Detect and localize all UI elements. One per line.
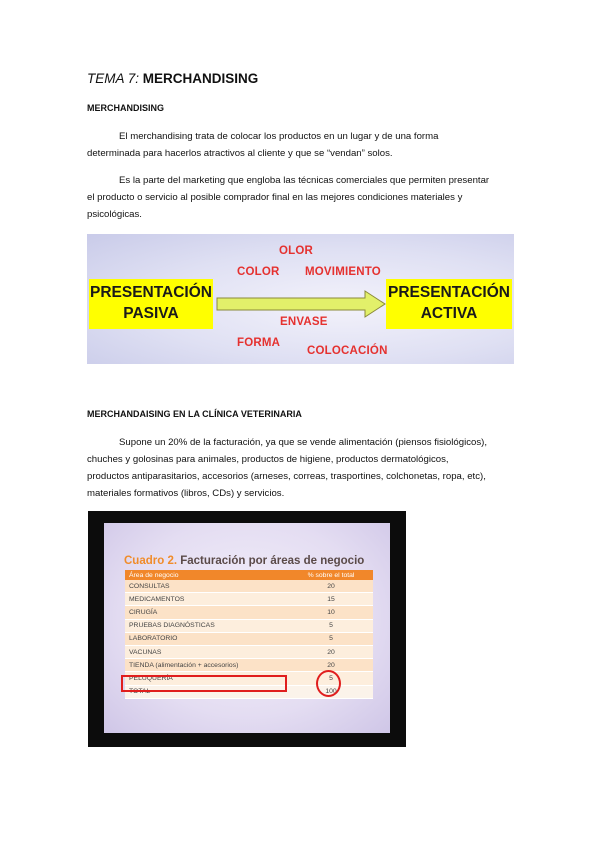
passive-box-line-2: PASIVA <box>123 305 179 322</box>
paragraph-3-line-2: chuches y golosinas para animales, productos de higiene, productos dermatológicos, <box>87 454 449 465</box>
paragraph-1 <box>87 128 517 162</box>
presentation-banner <box>87 234 514 364</box>
word-forma: FORMA <box>237 337 281 349</box>
cell-percent: 100 <box>289 685 373 698</box>
word-colocacion: COLOCACIÓN <box>307 345 388 357</box>
passive-presentation-box <box>89 279 213 329</box>
column-header-percent: % sobre el total <box>289 570 373 580</box>
paragraph-1-line-2: determinada para hacerlos atractivos al cliente y que se “vendan” solos. <box>87 148 393 159</box>
section-heading-clinica: MERCHANDAISING EN LA CLÍNICA VETERINARIA <box>87 409 302 419</box>
word-olor: OLOR <box>279 245 314 257</box>
cell-area: MEDICAMENTOS <box>125 593 289 606</box>
billing-table-image <box>88 511 406 747</box>
cell-percent: 20 <box>289 645 373 658</box>
cell-area: PRUEBAS DIAGNÓSTICAS <box>125 619 289 632</box>
table-row <box>125 619 373 632</box>
cell-percent: 20 <box>289 659 373 672</box>
paragraph-2 <box>87 172 527 223</box>
cell-area: TIENDA (alimentación + accesorios) <box>125 659 289 672</box>
column-header-area: Área de negocio <box>125 570 289 580</box>
highlight-rectangle <box>121 675 287 692</box>
cell-percent: 10 <box>289 606 373 619</box>
table-header-row <box>125 570 373 580</box>
table-row-highlighted <box>125 659 373 672</box>
table-row <box>125 632 373 645</box>
passive-box-line-1: PRESENTACIÓN <box>89 284 212 301</box>
section-heading-merchandising: MERCHANDISING <box>87 103 165 113</box>
cell-area: CONSULTAS <box>125 580 289 593</box>
cell-area: TOTAL <box>125 685 289 698</box>
paragraph-3-line-3: productos antiparasitarios, accesorios (arneses, correas, trasportines, colchonetas, ropa, etc), <box>87 471 486 482</box>
cell-percent: 20 <box>289 580 373 593</box>
highlight-circle <box>316 670 341 697</box>
active-presentation-box <box>386 279 512 329</box>
table-title-lead: Cuadro 2. <box>124 555 178 567</box>
title-text: MERCHANDISING <box>139 71 259 86</box>
table-row <box>125 606 373 619</box>
cell-percent: 5 <box>289 632 373 645</box>
cell-area: PELUQUERÍA <box>125 672 289 685</box>
paragraph-1-line-1: El merchandising trata de colocar los productos en un lugar y de una forma <box>119 131 439 142</box>
paragraph-2-line-1: Es la parte del marketing que engloba las técnicas comerciales que permiten presentar <box>119 175 490 186</box>
table-row <box>125 580 373 593</box>
page-title <box>87 71 258 86</box>
cell-percent: 5 <box>289 672 373 685</box>
paragraph-3-line-1: Supone un 20% de la facturación, ya que se vende alimentación (piensos fisiológicos), <box>119 437 487 448</box>
cell-area: LABORATORIO <box>125 632 289 645</box>
cell-area: VACUNAS <box>125 645 289 658</box>
table-row <box>125 645 373 658</box>
table-title <box>124 555 364 567</box>
table-row <box>125 593 373 606</box>
table-title-rest: Facturación por áreas de negocio <box>177 555 365 567</box>
word-color: COLOR <box>237 266 280 278</box>
word-movimiento: MOVIMIENTO <box>305 266 381 278</box>
paragraph-2-line-3: psicológicas. <box>87 209 142 220</box>
cell-percent: 5 <box>289 619 373 632</box>
title-prefix: TEMA 7: <box>87 71 140 86</box>
active-box-line-2: ACTIVA <box>420 305 478 322</box>
active-box-line-1: PRESENTACIÓN <box>387 284 510 301</box>
cell-area: CIRUGÍA <box>125 606 289 619</box>
paragraph-3-line-4: materiales formativos (libros, CDs) y servicios. <box>87 488 285 499</box>
cell-percent: 15 <box>289 593 373 606</box>
arrow-icon <box>215 289 387 319</box>
word-envase: ENVASE <box>280 316 328 328</box>
paragraph-3 <box>87 434 527 502</box>
paragraph-2-line-2: el producto o servicio al posible comprador final en las mejores condiciones materiales y <box>87 192 463 203</box>
table-photo-background <box>104 523 390 733</box>
